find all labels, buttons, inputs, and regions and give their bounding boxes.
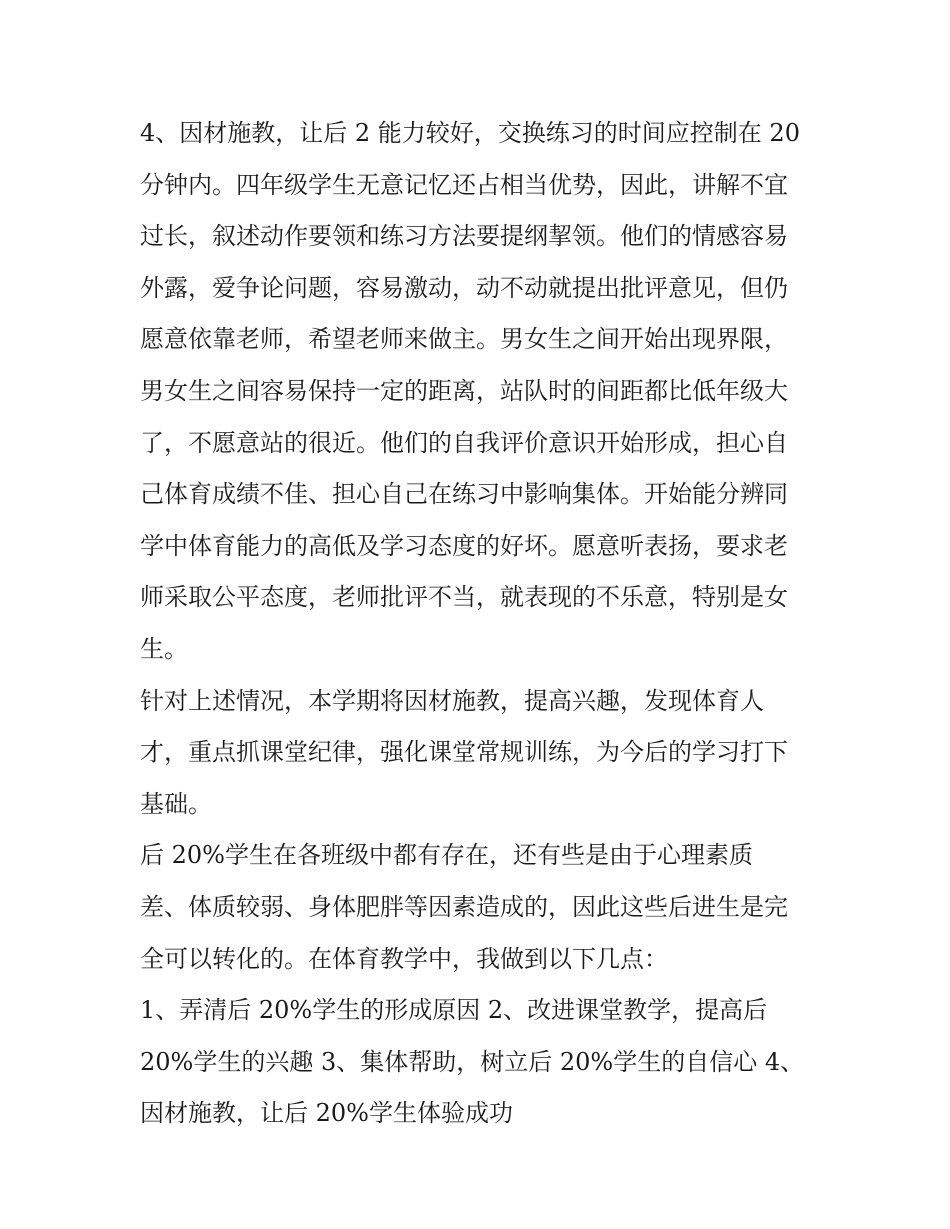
body-text xyxy=(140,108,820,1140)
text-line: 针对上述情况，本学期将因材施教，提高兴趣，发现体育人 xyxy=(140,686,764,715)
text-line: 师采取公平态度，老师批评不当，就表现的不乐意，特别是女 xyxy=(140,583,788,612)
text-line: 全可以转化的。在体育教学中，我做到以下几点： xyxy=(140,944,668,973)
text-line: 因材施教，让后 20%学生体验成功 xyxy=(140,1099,513,1128)
text-line: 才，重点抓课堂纪律，强化课堂常规训练，为今后的学习打下 xyxy=(140,738,788,767)
text-line: 差、体质较弱、身体肥胖等因素造成的，因此这些后进生是完 xyxy=(140,892,788,921)
text-line: 生。 xyxy=(140,634,188,663)
text-line: 4、因材施教，让后 2 能力较好，交换练习的时间应控制在 20 xyxy=(140,119,800,147)
text-line: 分钟内。四年级学生无意记忆还占相当优势，因此，讲解不宜 xyxy=(140,170,788,199)
text-line: 愿意依靠老师，希望老师来做主。男女生之间开始出现界限， xyxy=(140,325,788,354)
text-line: 学中体育能力的高低及学习态度的好坏。愿意听表扬，要求老 xyxy=(140,531,788,560)
text-line: 己体育成绩不佳、担心自己在练习中影响集体。开始能分辨同 xyxy=(140,480,788,509)
text-line: 过长，叙述动作要领和练习方法要提纲挈领。他们的情感容易 xyxy=(140,222,788,251)
text-line: 20%学生的兴趣 3、集体帮助，树立后 20%学生的自信心 4、 xyxy=(140,1047,805,1076)
text-line: 了，不愿意站的很近。他们的自我评价意识开始形成，担心自 xyxy=(140,428,788,457)
text-line: 后 20%学生在各班级中都有存在，还有些是由于心理素质 xyxy=(140,841,753,870)
text-line: 外露，爱争论问题，容易激动，动不动就提出批评意见，但仍 xyxy=(140,273,788,302)
text-line: 1、弄清后 20%学生的形成原因 2、改进课堂教学，提高后 xyxy=(140,996,768,1025)
text-line: 男女生之间容易保持一定的距离，站队时的间距都比低年级大 xyxy=(140,376,788,405)
text-line: 基础。 xyxy=(140,789,212,818)
